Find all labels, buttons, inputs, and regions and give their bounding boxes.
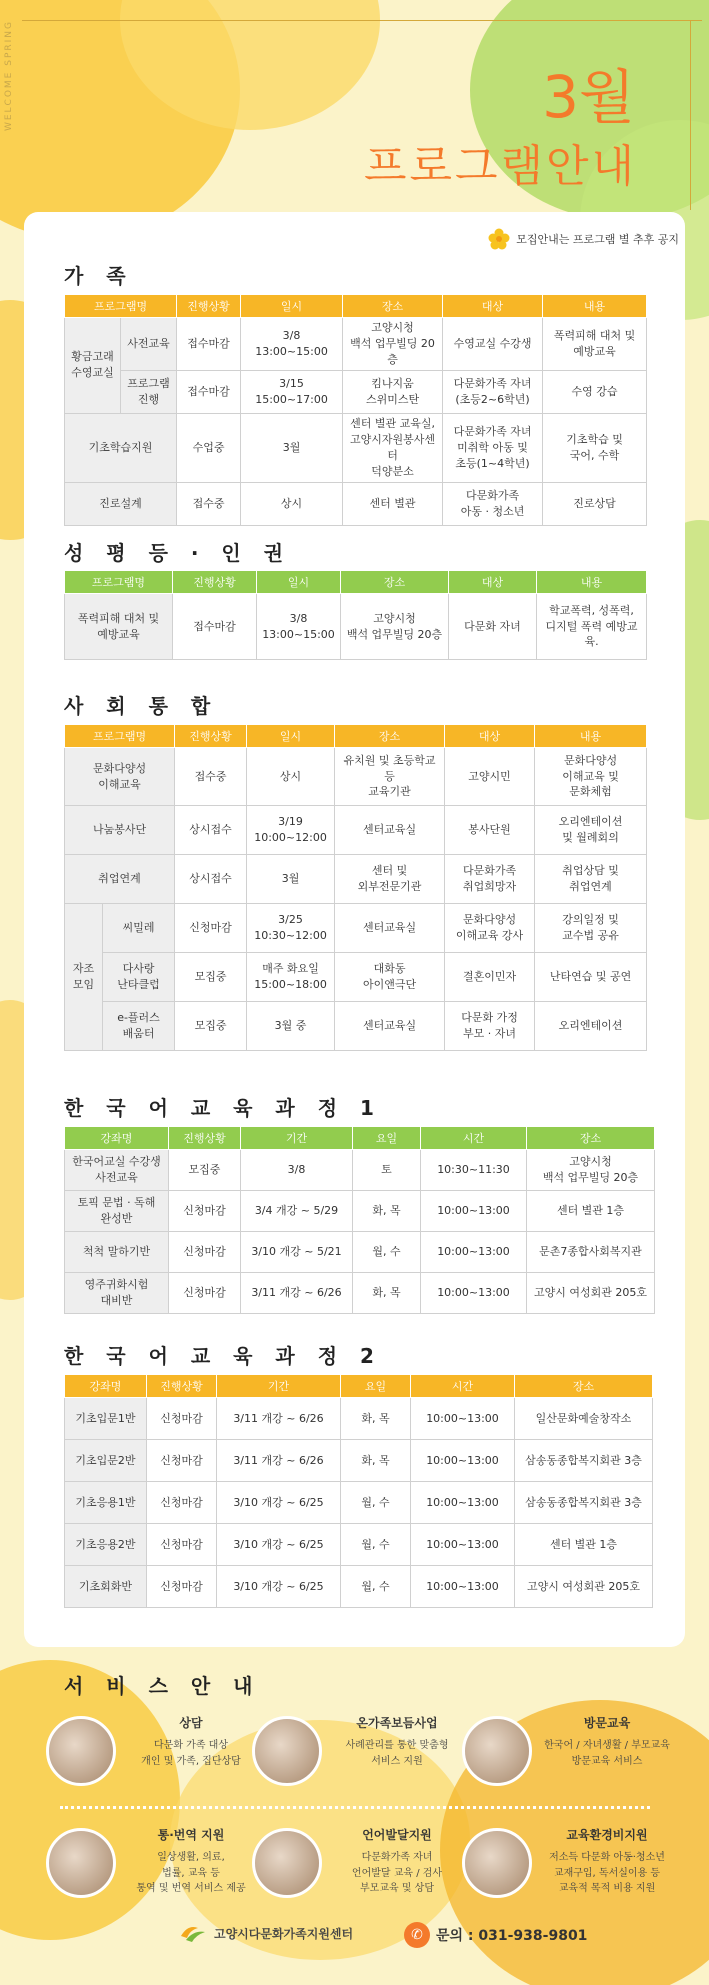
cell: 다문화 자녀 (449, 594, 537, 660)
cell: 고양시청 백석 업무빌딩 20층 (527, 1150, 655, 1191)
counseling-photo (46, 1716, 116, 1786)
cell: 신청마감 (147, 1524, 217, 1566)
cell: 신청마감 (169, 1232, 241, 1273)
table-header-row (65, 1375, 653, 1398)
table-row (65, 1150, 655, 1191)
cell: 월, 수 (341, 1524, 411, 1566)
cell: 대화동 아이앤극단 (335, 953, 445, 1002)
cell: 한국어교실 수강생 사전교육 (65, 1150, 169, 1191)
cell: 센터교육실 (335, 806, 445, 855)
cell: 신청마감 (147, 1398, 217, 1440)
org-logo (178, 1922, 353, 1944)
cell: 영주귀화시험 대비반 (65, 1273, 169, 1314)
cell: 기초회화반 (65, 1566, 147, 1608)
cell: 신청마감 (147, 1482, 217, 1524)
cell: 기초학습지원 (65, 413, 177, 482)
header-cell: 강좌명 (65, 1127, 169, 1150)
header-cell: 진행상황 (147, 1375, 217, 1398)
cell: 고양시 여성회관 205호 (515, 1566, 653, 1608)
table-row (65, 806, 647, 855)
cell: 고양시민 (445, 748, 535, 806)
service-name: 상담 (179, 1716, 203, 1730)
cell: 강의일정 및 교수법 공유 (535, 904, 647, 953)
header-cell: 장소 (335, 725, 445, 748)
contact-phone[interactable] (404, 1922, 587, 1948)
cell: e-플러스 배움터 (103, 1002, 175, 1051)
header-cell: 요일 (353, 1127, 421, 1150)
header-cell: 일시 (241, 295, 343, 318)
cell: 다문화 가정 부모 · 자녀 (445, 1002, 535, 1051)
cell: 프로그램 진행 (121, 370, 177, 413)
cell: 3월 중 (247, 1002, 335, 1051)
cell: 삼송동종합복지회관 3층 (515, 1482, 653, 1524)
cell: 취업연계 (65, 855, 175, 904)
cell: 신청마감 (169, 1273, 241, 1314)
cell: 3/8 (241, 1150, 353, 1191)
cell: 기초입문2반 (65, 1440, 147, 1482)
cell: 3/10 개강 ~ 5/21 (241, 1232, 353, 1273)
cell: 화, 목 (341, 1398, 411, 1440)
table-row (65, 904, 647, 953)
header-cell: 진행상황 (169, 1127, 241, 1150)
section-title-social: 사 회 통 합 (64, 694, 219, 718)
cell: 수업중 (177, 413, 241, 482)
cell: 학교폭력, 성폭력, 디지털 폭력 예방교육. (537, 594, 647, 660)
cell: 모집중 (175, 1002, 247, 1051)
family-table (64, 294, 647, 526)
cell: 씨밀레 (103, 904, 175, 953)
cell: 토 (353, 1150, 421, 1191)
cell: 10:00~13:00 (411, 1566, 515, 1608)
service-name: 언어발달지원 (362, 1828, 432, 1842)
cell: 오리엔테이션 및 월례회의 (535, 806, 647, 855)
org-logo-icon (178, 1922, 208, 1944)
table-header-row (65, 1127, 655, 1150)
cell: 3/4 개강 ~ 5/29 (241, 1191, 353, 1232)
table-row (65, 1524, 653, 1566)
header-cell: 강좌명 (65, 1375, 147, 1398)
table-row (65, 413, 647, 482)
cell: 3월 (247, 855, 335, 904)
service-desc: 한국어 / 자녀생활 / 부모교육 방문교육 서비스 (544, 1740, 670, 1767)
header-cell: 장소 (341, 571, 449, 594)
language-photo (252, 1828, 322, 1898)
cell: 신청마감 (147, 1566, 217, 1608)
cell: 3/19 10:00~12:00 (247, 806, 335, 855)
cell: 문촌7종합사회복지관 (527, 1232, 655, 1273)
section-title-services: 서 비 스 안 내 (64, 1674, 261, 1698)
cell: 3/8 13:00~15:00 (257, 594, 341, 660)
cell: 화, 목 (353, 1273, 421, 1314)
cell: 3/8 13:00~15:00 (241, 318, 343, 371)
cell: 사전교육 (121, 318, 177, 371)
cell: 월, 수 (341, 1482, 411, 1524)
gender-table (64, 570, 647, 660)
korean1-table (64, 1126, 655, 1314)
table-row (65, 1398, 653, 1440)
service-desc: 다문화 가족 대상 개인 및 가족, 집단상담 (141, 1740, 241, 1767)
cell: 10:00~13:00 (421, 1191, 527, 1232)
header-cell: 일시 (257, 571, 341, 594)
cell: 10:30~11:30 (421, 1150, 527, 1191)
cell: 문화다양성 이해교육 강사 (445, 904, 535, 953)
section-title-korean2: 한 국 어 교 육 과 정 2 (64, 1344, 382, 1368)
cell: 접수중 (175, 748, 247, 806)
cell: 봉사단원 (445, 806, 535, 855)
cell: 센터 및 외부전문기관 (335, 855, 445, 904)
service-desc: 저소득 다문화 아동·청소년 교재구입, 독서실이용 등 교육적 목적 비용 지원 (549, 1852, 665, 1894)
service-item-visit-education (462, 1714, 672, 1804)
recruit-notice (488, 228, 679, 250)
phone-text: 문의 : 031-938-9801 (436, 1928, 588, 1944)
cell: 센터교육실 (335, 904, 445, 953)
cell: 10:00~13:00 (411, 1398, 515, 1440)
cell: 킴나지움 스위미스탄 (343, 370, 443, 413)
service-name: 온가족보듬사업 (356, 1716, 438, 1730)
service-name: 방문교육 (583, 1716, 631, 1730)
cell: 고양시 여성회관 205호 (527, 1273, 655, 1314)
cell: 월, 수 (353, 1232, 421, 1273)
cell: 일산문화예술창작소 (515, 1398, 653, 1440)
visit-education-photo (462, 1716, 532, 1786)
cell: 화, 목 (353, 1191, 421, 1232)
hero-title: 프로그램안내 (363, 141, 637, 192)
service-item-language (252, 1826, 462, 1916)
cell: 접수마감 (177, 370, 241, 413)
header-cell: 요일 (341, 1375, 411, 1398)
group-cell: 황금고래 수영교실 (65, 318, 121, 414)
header-cell: 기간 (217, 1375, 341, 1398)
cell: 다문화가족 자녀 (초등2~6학년) (443, 370, 543, 413)
header-cell: 장소 (515, 1375, 653, 1398)
cell: 3/15 15:00~17:00 (241, 370, 343, 413)
table-row (65, 318, 647, 371)
service-desc: 다문화가족 자녀 언어발달 교육 / 검사 부모교육 및 상담 (351, 1852, 443, 1894)
table-row (65, 1273, 655, 1314)
table-row (65, 1482, 653, 1524)
service-desc: 사례관리를 통한 맞춤형 서비스 지원 (345, 1740, 449, 1767)
service-name: 통·번역 지원 (157, 1828, 225, 1842)
cell: 3월 (241, 413, 343, 482)
family-care-photo (252, 1716, 322, 1786)
header-cell: 시간 (411, 1375, 515, 1398)
cell: 상시 (247, 748, 335, 806)
cell: 유치원 및 초등학교 등 교육기관 (335, 748, 445, 806)
cell: 수영교실 수강생 (443, 318, 543, 371)
cell: 3/11 개강 ~ 6/26 (241, 1273, 353, 1314)
header-cell: 일시 (247, 725, 335, 748)
header-cell: 기간 (241, 1127, 353, 1150)
header-cell: 장소 (527, 1127, 655, 1150)
header-cell: 대상 (449, 571, 537, 594)
service-desc: 일상생활, 의료, 법률, 교육 등 통역 및 번역 서비스 제공 (136, 1852, 246, 1894)
cell: 월, 수 (341, 1566, 411, 1608)
education-support-photo (462, 1828, 532, 1898)
table-header-row (65, 571, 647, 594)
header-cell: 내용 (537, 571, 647, 594)
cell: 화, 목 (341, 1440, 411, 1482)
cell: 삼송동종합복지회관 3층 (515, 1440, 653, 1482)
header-cell: 내용 (543, 295, 647, 318)
cell: 기초학습 및 국어, 수학 (543, 413, 647, 482)
cell: 척척 말하기반 (65, 1232, 169, 1273)
social-table (64, 724, 647, 1051)
table-row (65, 1191, 655, 1232)
service-name: 교육환경비지원 (566, 1828, 648, 1842)
table-row (65, 594, 647, 660)
cell: 토픽 문법 · 독해 완성반 (65, 1191, 169, 1232)
header-cell: 진행상황 (173, 571, 257, 594)
cell: 3/10 개강 ~ 6/25 (217, 1566, 341, 1608)
cell: 3/10 개강 ~ 6/25 (217, 1524, 341, 1566)
org-name: 고양시다문화가족지원센터 (214, 1926, 354, 1941)
cell: 3/10 개강 ~ 6/25 (217, 1482, 341, 1524)
header-cell: 프로그램명 (65, 295, 177, 318)
group-cell: 자조 모임 (65, 904, 103, 1051)
service-item-family-care (252, 1714, 462, 1804)
cell: 10:00~13:00 (421, 1232, 527, 1273)
cell: 진로상담 (543, 482, 647, 525)
header-cell: 프로그램명 (65, 571, 173, 594)
header-cell: 진행상황 (175, 725, 247, 748)
section-title-gender: 성 평 등 · 인 권 (64, 541, 292, 565)
header-cell: 대상 (445, 725, 535, 748)
cell: 난타연습 및 공연 (535, 953, 647, 1002)
cell: 고양시청 백석 업무빌딩 20층 (341, 594, 449, 660)
cell: 모집중 (169, 1150, 241, 1191)
table-row (65, 953, 647, 1002)
table-row (65, 482, 647, 525)
cell: 신청마감 (175, 904, 247, 953)
cell: 다사랑 난타클럽 (103, 953, 175, 1002)
welcome-spring-text: WELCOME SPRING (4, 20, 14, 132)
table-row (65, 370, 647, 413)
hero-month: 3월 (542, 63, 635, 131)
header-cell: 장소 (343, 295, 443, 318)
cell: 10:00~13:00 (411, 1524, 515, 1566)
cell: 문화다양성 이해교육 및 문화체험 (535, 748, 647, 806)
cell: 센터교육실 (335, 1002, 445, 1051)
cell: 3/25 10:30~12:00 (247, 904, 335, 953)
cell: 기초입문1반 (65, 1398, 147, 1440)
table-header-row (65, 295, 647, 318)
table-row (65, 748, 647, 806)
table-row (65, 1232, 655, 1273)
cell: 센터 별관 교육실, 고양시자원봉사센터 덕양분소 (343, 413, 443, 482)
cell: 결혼이민자 (445, 953, 535, 1002)
table-row (65, 1002, 647, 1051)
header-cell: 진행상황 (177, 295, 241, 318)
table-row (65, 855, 647, 904)
header-cell: 시간 (421, 1127, 527, 1150)
header-cell: 프로그램명 (65, 725, 175, 748)
header-cell: 내용 (535, 725, 647, 748)
cell: 나눔봉사단 (65, 806, 175, 855)
cell: 센터 별관 1층 (527, 1191, 655, 1232)
cell: 접수마감 (177, 318, 241, 371)
cell: 진로설계 (65, 482, 177, 525)
cell: 접수중 (177, 482, 241, 525)
cell: 다문화가족 취업희망자 (445, 855, 535, 904)
service-item-translation (46, 1826, 256, 1916)
table-row (65, 1566, 653, 1608)
cell: 매주 화요일 15:00~18:00 (247, 953, 335, 1002)
cell: 상시접수 (175, 806, 247, 855)
cell: 폭력피해 대처 및 예방교육 (65, 594, 173, 660)
cell: 10:00~13:00 (411, 1482, 515, 1524)
cell: 기초응용1반 (65, 1482, 147, 1524)
service-item-education-support (462, 1826, 672, 1916)
phone-icon: ✆ (404, 1922, 430, 1948)
cell: 접수마감 (173, 594, 257, 660)
cell: 취업상담 및 취업연계 (535, 855, 647, 904)
notice-text: 모집안내는 프로그램 별 추후 공지 (516, 233, 679, 246)
cell: 다문화가족 아동 · 청소년 (443, 482, 543, 525)
cell: 고양시청 백석 업무빌딩 20층 (343, 318, 443, 371)
cell: 상시 (241, 482, 343, 525)
cell: 센터 별관 1층 (515, 1524, 653, 1566)
cell: 신청마감 (147, 1440, 217, 1482)
section-title-korean1: 한 국 어 교 육 과 정 1 (64, 1096, 382, 1120)
cell: 센터 별관 (343, 482, 443, 525)
cell: 상시접수 (175, 855, 247, 904)
service-item-counseling (46, 1714, 256, 1804)
cell: 폭력피해 대처 및 예방교육 (543, 318, 647, 371)
cell: 오리엔테이션 (535, 1002, 647, 1051)
cell: 문화다양성 이해교육 (65, 748, 175, 806)
korean2-table (64, 1374, 653, 1608)
cell: 기초응용2반 (65, 1524, 147, 1566)
table-row (65, 1440, 653, 1482)
cell: 다문화가족 자녀 미취학 아동 및 초등(1~4학년) (443, 413, 543, 482)
cell: 3/11 개강 ~ 6/26 (217, 1398, 341, 1440)
cell: 10:00~13:00 (411, 1440, 515, 1482)
cell: 신청마감 (169, 1191, 241, 1232)
divider-dots (60, 1806, 650, 1809)
translation-photo (46, 1828, 116, 1898)
cell: 10:00~13:00 (421, 1273, 527, 1314)
cell: 수영 강습 (543, 370, 647, 413)
section-title-family: 가 족 (64, 264, 134, 288)
cell: 모집중 (175, 953, 247, 1002)
table-header-row (65, 725, 647, 748)
header-cell: 대상 (443, 295, 543, 318)
flower-icon (488, 228, 510, 250)
cell: 3/11 개강 ~ 6/26 (217, 1440, 341, 1482)
